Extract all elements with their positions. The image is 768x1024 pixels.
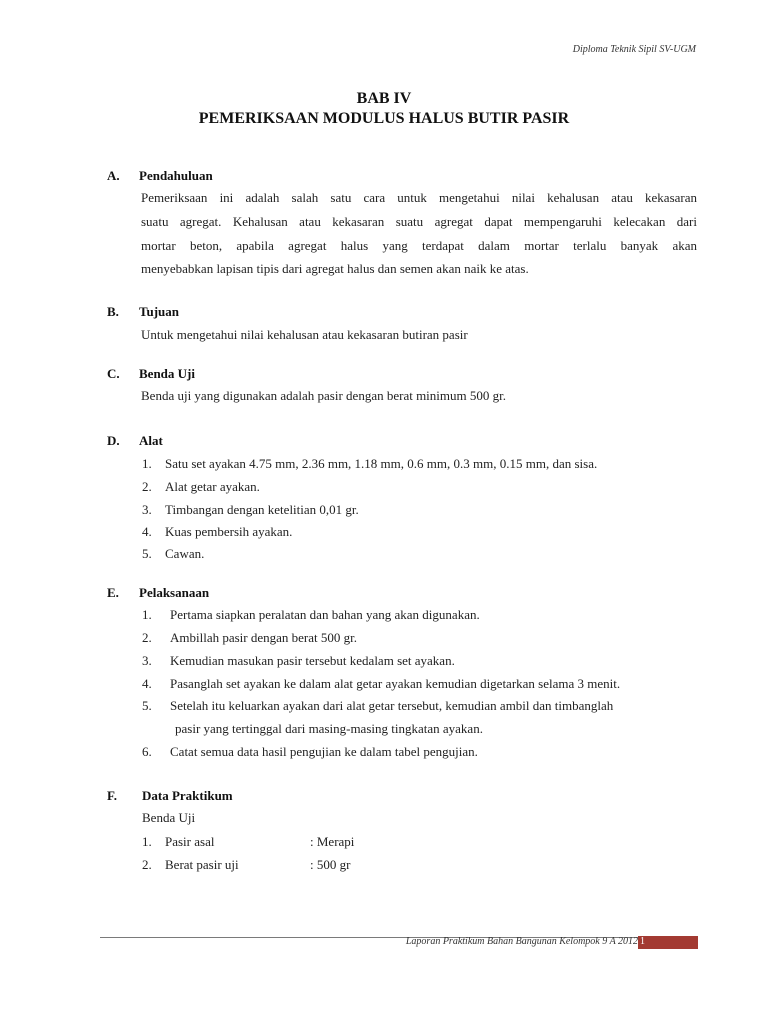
section-d-letter: D. xyxy=(107,433,120,448)
data-item-2-value: : 500 gr xyxy=(310,857,351,872)
section-d-title: Alat xyxy=(139,433,163,448)
step-4-number: 4. xyxy=(142,676,152,691)
alat-item-3-text: Timbangan dengan ketelitian 0,01 gr. xyxy=(165,502,359,517)
section-a-line-4: menyebabkan lapisan tipis dari agregat halus dan semen akan naik ke atas. xyxy=(141,261,529,276)
section-f-title: Data Praktikum xyxy=(142,788,233,803)
section-f-letter: F. xyxy=(107,788,117,803)
section-e-letter: E. xyxy=(107,585,119,600)
data-item-2-label: Berat pasir uji xyxy=(165,857,239,872)
step-6-text: Catat semua data hasil pengujian ke dalam tabel pengujian. xyxy=(170,744,478,759)
step-5-text: Setelah itu keluarkan ayakan dari alat getar tersebut, kemudian ambil dan timbanglah xyxy=(170,698,614,713)
section-a-line-1: Pemeriksaan ini adalah salah satu cara untuk mengetahui nilai kehalusan atau kekasaran xyxy=(141,190,697,205)
section-a-letter: A. xyxy=(107,168,120,183)
data-item-1-number: 1. xyxy=(142,834,152,849)
data-item-1-value: : Merapi xyxy=(310,834,355,849)
step-3-text: Kemudian masukan pasir tersebut kedalam set ayakan. xyxy=(170,653,455,668)
alat-item-2-text: Alat getar ayakan. xyxy=(165,479,260,494)
section-a-line-3: mortar beton, apabila agregat halus yang terdapat dalam mortar terlalu banyak akan xyxy=(141,238,697,253)
data-item-2-number: 2. xyxy=(142,857,152,872)
section-c-letter: C. xyxy=(107,366,120,381)
step-5-continuation: pasir yang tertinggal dari masing-masing tingkatan ayakan. xyxy=(175,721,483,736)
alat-item-2-number: 2. xyxy=(142,479,152,494)
data-item-1-label: Pasir asal xyxy=(165,834,215,849)
alat-item-1-text: Satu set ayakan 4.75 mm, 2.36 mm, 1.18 mm, 0.6 mm, 0.3 mm, 0.15 mm, dan sisa. xyxy=(165,456,598,471)
step-3-number: 3. xyxy=(142,653,152,668)
step-1-number: 1. xyxy=(142,607,152,622)
section-b-title: Tujuan xyxy=(139,304,179,319)
section-f-subtitle: Benda Uji xyxy=(142,810,196,825)
step-5-number: 5. xyxy=(142,698,152,713)
alat-item-5-number: 5. xyxy=(142,546,152,561)
section-c-title: Benda Uji xyxy=(139,366,195,381)
running-footer: Laporan Praktikum Bahan Bangunan Kelompok 9 A 2012 xyxy=(405,936,638,947)
alat-item-1-number: 1. xyxy=(142,456,152,471)
running-header: Diploma Teknik Sipil SV-UGM xyxy=(572,44,696,55)
alat-item-3-number: 3. xyxy=(142,502,152,517)
step-2-number: 2. xyxy=(142,630,152,645)
section-a-title: Pendahuluan xyxy=(139,168,213,183)
alat-item-4-text: Kuas pembersih ayakan. xyxy=(165,524,293,539)
section-a-line-2: suatu agregat. Kehalusan atau kekasaran suatu agregat dapat mempengaruhi kelecakan dari xyxy=(141,214,697,229)
step-6-number: 6. xyxy=(142,744,152,759)
section-c-text: Benda uji yang digunakan adalah pasir dengan berat minimum 500 gr. xyxy=(141,388,506,403)
chapter-title: PEMERIKSAAN MODULUS HALUS BUTIR PASIR xyxy=(198,110,570,127)
step-1-text: Pertama siapkan peralatan dan bahan yang akan digunakan. xyxy=(170,607,480,622)
page-number-box xyxy=(638,936,698,949)
chapter-number: BAB IV xyxy=(356,90,412,107)
step-4-text: Pasanglah set ayakan ke dalam alat getar ayakan kemudian digetarkan selama 3 menit. xyxy=(170,676,621,691)
page-number: 1 xyxy=(640,936,645,947)
section-b-letter: B. xyxy=(107,304,119,319)
alat-item-4-number: 4. xyxy=(142,524,152,539)
alat-item-5-text: Cawan. xyxy=(165,546,205,561)
section-b-text: Untuk mengetahui nilai kehalusan atau kekasaran butiran pasir xyxy=(141,327,468,342)
section-e-title: Pelaksanaan xyxy=(139,585,210,600)
step-2-text: Ambillah pasir dengan berat 500 gr. xyxy=(170,630,358,645)
